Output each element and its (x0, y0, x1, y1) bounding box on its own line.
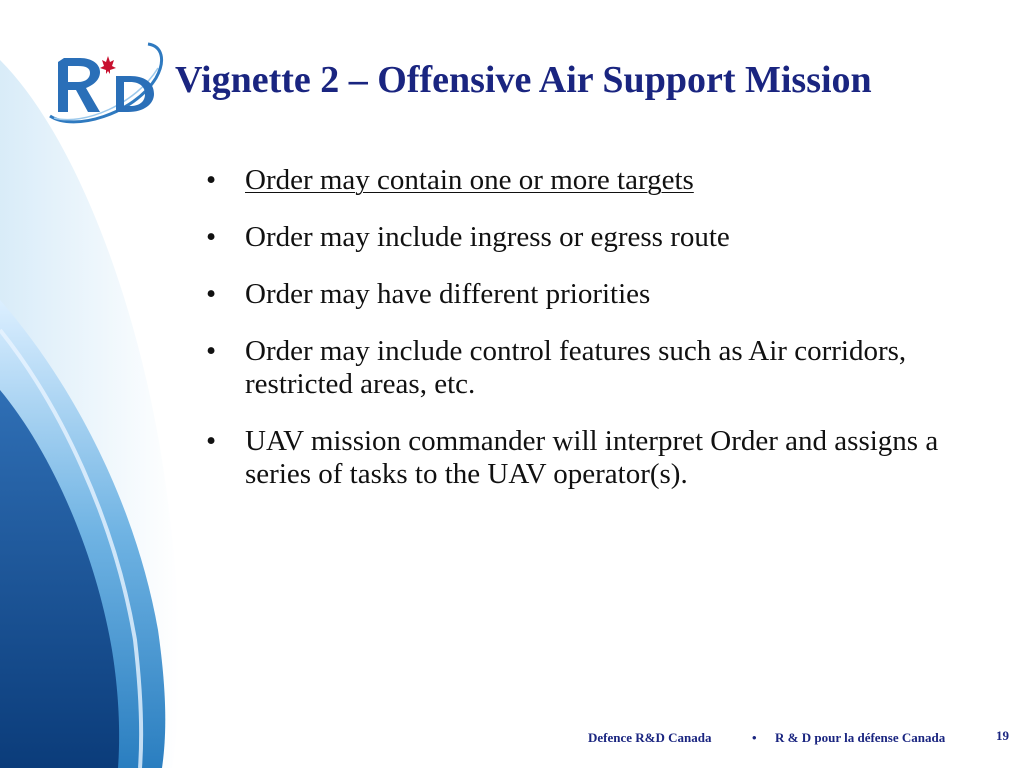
bullet-text: UAV mission commander will interpret Order and assigns a series of tasks to the UAV operator(s). (245, 425, 939, 490)
bullet-item (206, 425, 966, 491)
bullet-icon: • (206, 221, 217, 253)
bullet-icon: • (206, 278, 217, 310)
bullet-text: Order may include control features such as Air corridors, restricted areas, etc. (245, 335, 907, 400)
bullet-item (206, 278, 966, 311)
slide-title: Vignette 2 – Offensive Air Support Mission (175, 59, 872, 101)
footer-org-english: Defence R&D Canada (588, 730, 712, 745)
bullet-item (206, 164, 966, 197)
bullet-text: Order may include ingress or egress route (245, 221, 730, 253)
footer-separator: • (752, 730, 757, 745)
bullet-icon: • (206, 335, 217, 367)
bullet-icon: • (206, 425, 217, 457)
rd-logo-icon (44, 40, 166, 128)
bullet-icon: • (206, 164, 217, 196)
page-number: 19 (996, 728, 1009, 743)
bullet-item (206, 221, 966, 254)
bullet-text: Order may have different priorities (245, 278, 651, 310)
bullet-item (206, 335, 966, 401)
footer (0, 728, 1024, 748)
bullet-list (206, 164, 966, 515)
bullet-text: Order may contain one or more targets (245, 164, 694, 196)
footer-org-french: R & D pour la défense Canada (775, 730, 946, 745)
